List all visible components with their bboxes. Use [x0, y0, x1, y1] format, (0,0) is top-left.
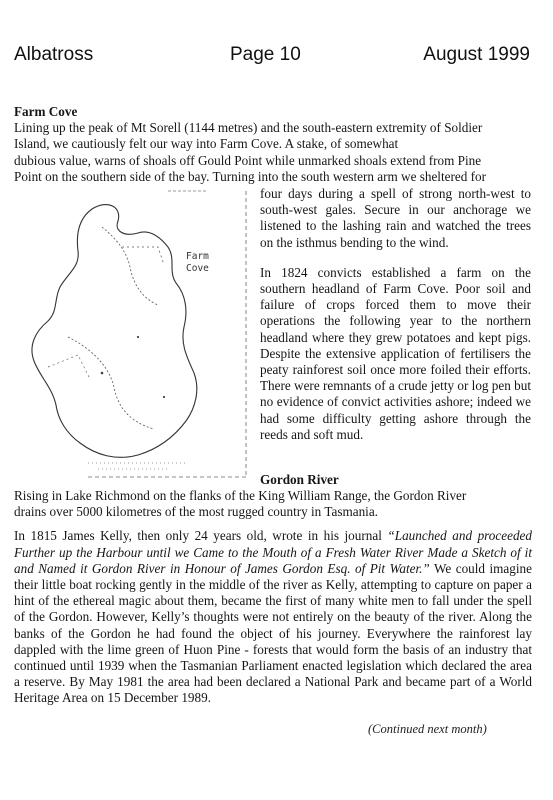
farm-cove-para-2: In 1824 convicts established a farm on the southern headland of Farm Cove. Poor soil and failure of crops forced them to move their operations the following year to the northern headland where they grew potatoes and kept pigs. Despite the extensive application of fertilisers the peaty rainforest soil once more foiled their efforts. There were remnants of a crude jetty or log pen but no evidence of convict activities ashore; indeed we had some difficulty getting ashore through the reeds and soft mud. — [260, 264, 531, 442]
gordon-river-para-2 — [14, 528, 532, 706]
farm-cove-line-1: Lining up the peak of Mt Sorell (1144 metres) and the south-eastern extremity of Soldier — [14, 120, 483, 136]
gordon-river-heading: Gordon River — [260, 472, 339, 487]
map-label-line-1: Farm — [186, 251, 209, 262]
page-number: Page 10 — [230, 44, 301, 65]
kelly-journal-quote: “Launched and proceeded Further up the Harbour until we Came to the Mouth of a Fresh Water River Made a Sketch of it and Named it Gordon River in Honour of James Gordon Esq. of Pit Water.” — [14, 528, 532, 576]
page-header — [14, 44, 530, 72]
issue-date: August 1999 — [423, 44, 530, 65]
farm-cove-map-sketch — [18, 187, 250, 483]
continued-note: (Continued next month) — [368, 722, 487, 736]
farm-cove-para-1-continued: four days during a spell of strong north-west to south-west gales. Secure in our anchorage we listened to the lashing rain and watched the trees on the isthmus bending to the wind. — [260, 186, 531, 250]
newsletter-title: Albatross — [14, 44, 94, 65]
farm-cove-line-4: Point on the southern side of the bay. Turning into the south western arm we sheltered for — [14, 168, 486, 184]
gordon-river-para-2-lead: In 1815 James Kelly, then only 24 years old, wrote in his journal — [14, 528, 388, 544]
map-label-line-2: Cove — [186, 263, 209, 274]
gordon-river-heading-box — [260, 472, 531, 488]
gordon-river-section — [14, 488, 532, 707]
gordon-river-para-2-rest: We could imagine their little boat rocking gently in the middle of the river as Kelly, attempting to capture on paper a hint of the ethereal magic about them, became the first of many white men to fall under the spell of the Gordon. However, Kelly’s thoughts were not entirely on the beauty of the river. Along the banks of the Gordon he had found the object of his journey. Everywhere the rainforest lay dappled with the lime green of Huon Pine - forests that would form the basis of an industry that continued until 1939 when the Tasmanian Parliament enacted legislation which declared the area a reserve. By May 1981 the area had been declared a National Park and became part of a World Heritage Area on 15 December 1989. — [14, 560, 532, 706]
gordon-river-para-1-line-2: drains over 5000 kilometres of the most rugged country in Tasmania. — [14, 504, 378, 520]
farm-cove-right-column — [260, 186, 531, 443]
farm-cove-line-2: Island, we cautiously felt our way into Farm Cove. A stake, of somewhat — [14, 136, 399, 152]
farm-cove-heading: Farm Cove — [14, 104, 78, 119]
gordon-river-para-1-line-1: Rising in Lake Richmond on the flanks of the King William Range, the Gordon River — [14, 488, 467, 503]
farm-cove-line-3: dubious value, warns of shoals off Gould Point while unmarked shoals extend from Pine — [14, 152, 482, 168]
farm-cove-intro — [14, 104, 532, 185]
farm-cove-map — [18, 187, 250, 483]
